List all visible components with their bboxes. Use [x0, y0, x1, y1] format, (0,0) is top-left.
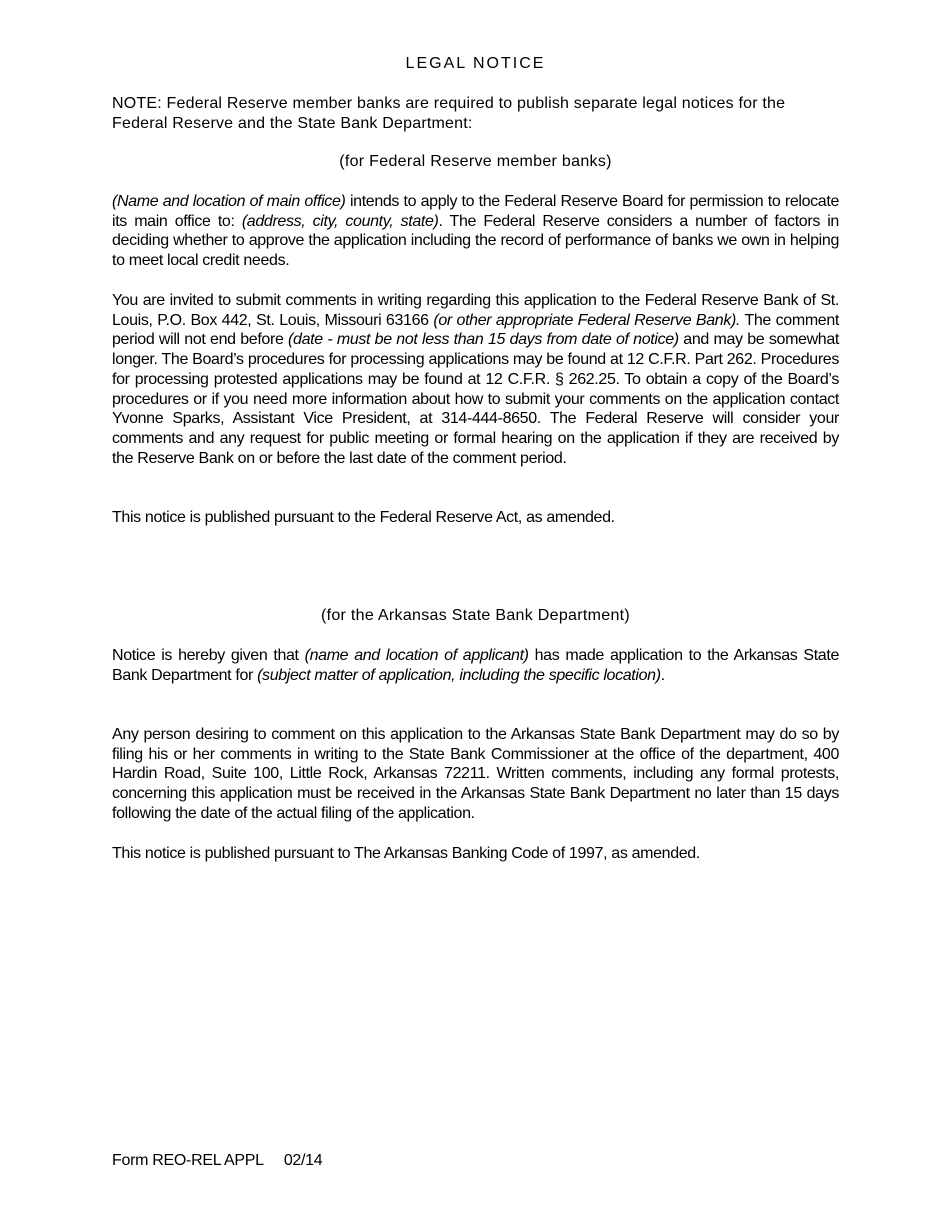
main-office-placeholder: (Name and location of main office) — [112, 193, 346, 210]
fed-paragraph-1: (Name and location of main office) intends to apply to the Federal Reserve Board for permission to relocate its main office to: (address, city, county, state). The Federal Reserve considers a number of factors in deciding whether to approve the application including the record of performance of banks we own in helping to meet local credit needs. — [112, 193, 840, 270]
fed-paragraph-3: This notice is published pursuant to the Federal Reserve Act, as amended. — [112, 509, 615, 526]
subject-matter-placeholder: (subject matter of application, including the specific location) — [257, 666, 661, 684]
form-footer: Form REO-REL APPL 02/14 — [112, 1152, 323, 1169]
reserve-bank-placeholder: (or other appropriate Federal Reserve Bank). — [433, 311, 741, 329]
state-paragraph-2: Any person desiring to comment on this application to the Arkansas State Bank Department may do so by filing his or her comments in writing to the State Bank Commissioner at the office of the department, 400 Hardin Road, Suite 100, Little Rock, Arkansas 72211. Written comments, including any formal protests, concerning this application must be received in the Arkansas State Bank Department no later than 15 days following the date of the actual filing of the application. — [112, 726, 839, 822]
date-placeholder: (date - must be not less than 15 days from date of notice) — [288, 331, 679, 349]
fed-section-heading: (for Federal Reserve member banks) — [339, 153, 612, 170]
applicant-placeholder: (name and location of applicant) — [304, 647, 529, 664]
fed-paragraph-2: You are invited to submit comments in writing regarding this application to the Federal Reserve Bank of St. Louis, P.O. Box 442, St. Louis, Missouri 63166 (or other appropriate Federal Reserve Bank). The comment period will not end before (date - must be not less than 15 days from date of notice) and may be somewhat longer. The Board’s procedures for processing applications may be found at 12 C.F.R. Part 262. Procedures for processing protested applications may be found at 12 C.F.R. § 262.25. To obtain a copy of the Board’s procedures or if you need more information about how to submit your comments on the application contact Yvonne Sparks, Assistant Vice President, at 314-444-8650. The Federal Reserve will consider your comments and any request for public meeting or formal hearing on the application if they are received by the Reserve Bank on or before the last date of the comment period. — [112, 292, 839, 467]
state-section-heading: (for the Arkansas State Bank Department) — [320, 607, 631, 624]
address-placeholder: (address, city, county, state) — [241, 212, 439, 230]
note-paragraph: NOTE: Federal Reserve member banks are required to publish separate legal notices for the Federal Reserve and the State Bank Department: — [112, 95, 786, 132]
state-paragraph-1: Notice is hereby given that (name and location of applicant) has made application to the Arkansas State Bank Department for (subject matter of application, including the specific location). — [112, 647, 839, 684]
page-title: LEGAL NOTICE — [405, 55, 546, 72]
state-paragraph-3: This notice is published pursuant to The Arkansas Banking Code of 1997, as amended. — [112, 845, 700, 862]
